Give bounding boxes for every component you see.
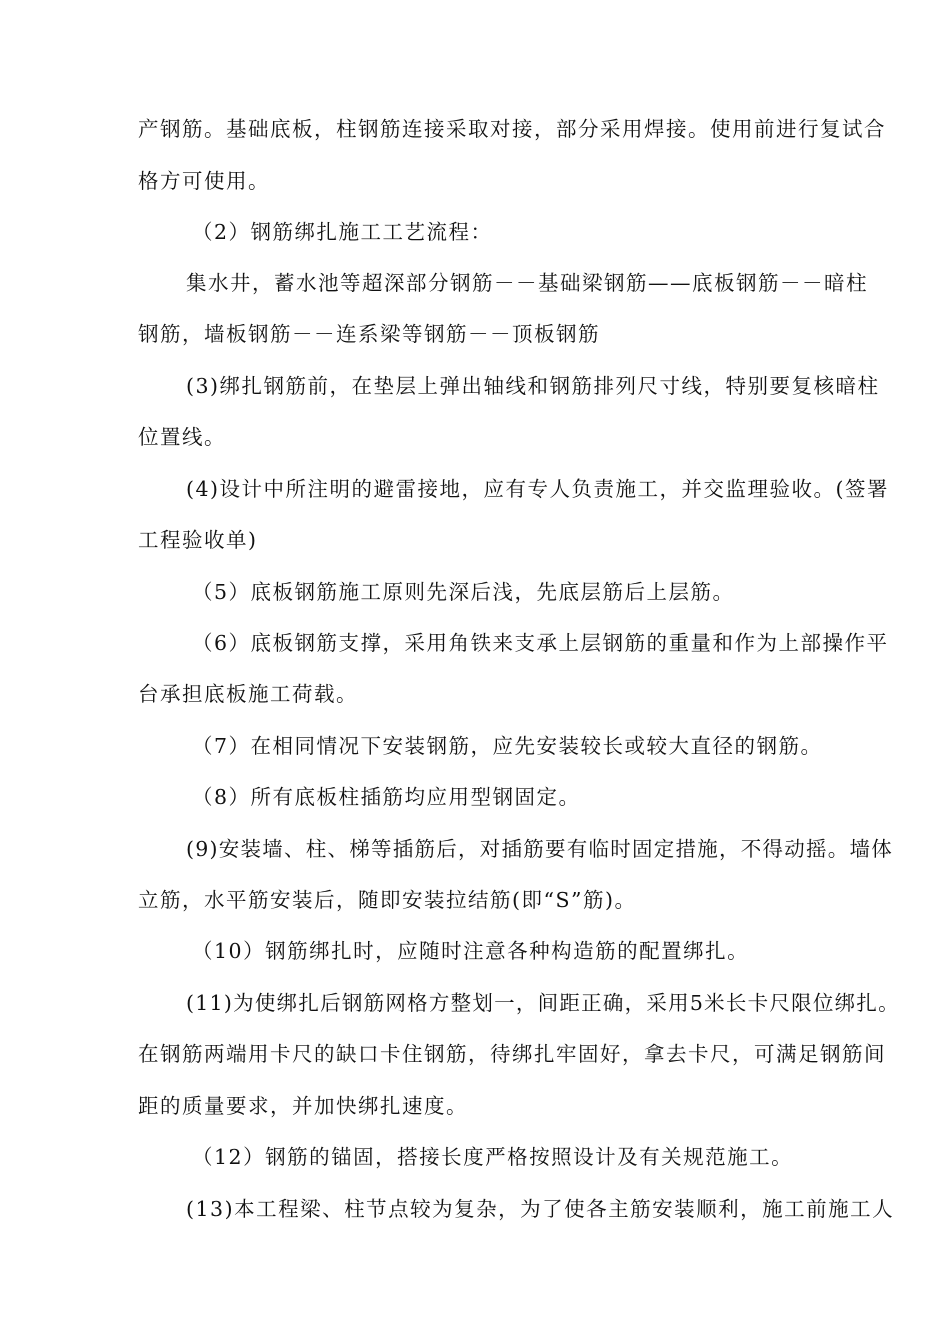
text-line-13: （7）在相同情况下安装钢筋，应先安装较长或较大直径的钢筋。 xyxy=(192,734,823,758)
text-line-12: 台承担底板施工荷载。 xyxy=(138,682,358,706)
text-line-1: 产钢筋。基础底板，柱钢筋连接采取对接，部分采用焊接。使用前进行复试合 xyxy=(138,117,886,141)
text-line-18: (11)为使绑扎后钢筋网格方整划一，间距正确，采用5米长卡尺限位绑扎。 xyxy=(186,991,900,1015)
text-line-3: （2）钢筋绑扎施工工艺流程： xyxy=(192,220,493,244)
text-line-14: （8）所有底板柱插筋均应用型钢固定。 xyxy=(192,785,581,809)
text-line-21: （12）钢筋的锚固，搭接长度严格按照设计及有关规范施工。 xyxy=(192,1145,794,1169)
text-line-20: 距的质量要求，并加快绑扎速度。 xyxy=(138,1094,468,1118)
text-line-9: 工程验收单) xyxy=(138,528,258,552)
text-line-2: 格方可使用。 xyxy=(138,169,270,193)
text-line-19: 在钢筋两端用卡尺的缺口卡住钢筋，待绑扎牢固好，拿去卡尺，可满足钢筋间 xyxy=(138,1042,886,1066)
text-line-17: （10）钢筋绑扎时，应随时注意各种构造筋的配置绑扎。 xyxy=(192,939,750,963)
text-line-16: 立筋，水平筋安装后，随即安装拉结筋(即“S”筋)。 xyxy=(138,888,637,912)
text-line-6: (3)绑扎钢筋前，在垫层上弹出轴线和钢筋排列尺寸线，特别要复核暗柱 xyxy=(186,374,880,398)
text-line-10: （5）底板钢筋施工原则先深后浅，先底层筋后上层筋。 xyxy=(192,580,735,604)
text-line-15: (9)安装墙、柱、梯等插筋后，对插筋要有临时固定措施，不得动摇。墙体 xyxy=(186,837,894,861)
text-line-4: 集水井，蓄水池等超深部分钢筋－－基础梁钢筋——底板钢筋－－暗柱 xyxy=(186,271,868,295)
text-line-5: 钢筋，墙板钢筋－－连系梁等钢筋－－顶板钢筋 xyxy=(138,322,600,346)
text-line-7: 位置线。 xyxy=(138,425,226,449)
text-line-11: （6）底板钢筋支撑，采用角铁来支承上层钢筋的重量和作为上部操作平 xyxy=(192,631,889,655)
text-line-8: (4)设计中所注明的避雷接地，应有专人负责施工，并交监理验收。(签署 xyxy=(186,477,890,501)
text-line-22: (13)本工程梁、柱节点较为复杂，为了使各主筋安装顺利，施工前施工人 xyxy=(186,1197,895,1221)
